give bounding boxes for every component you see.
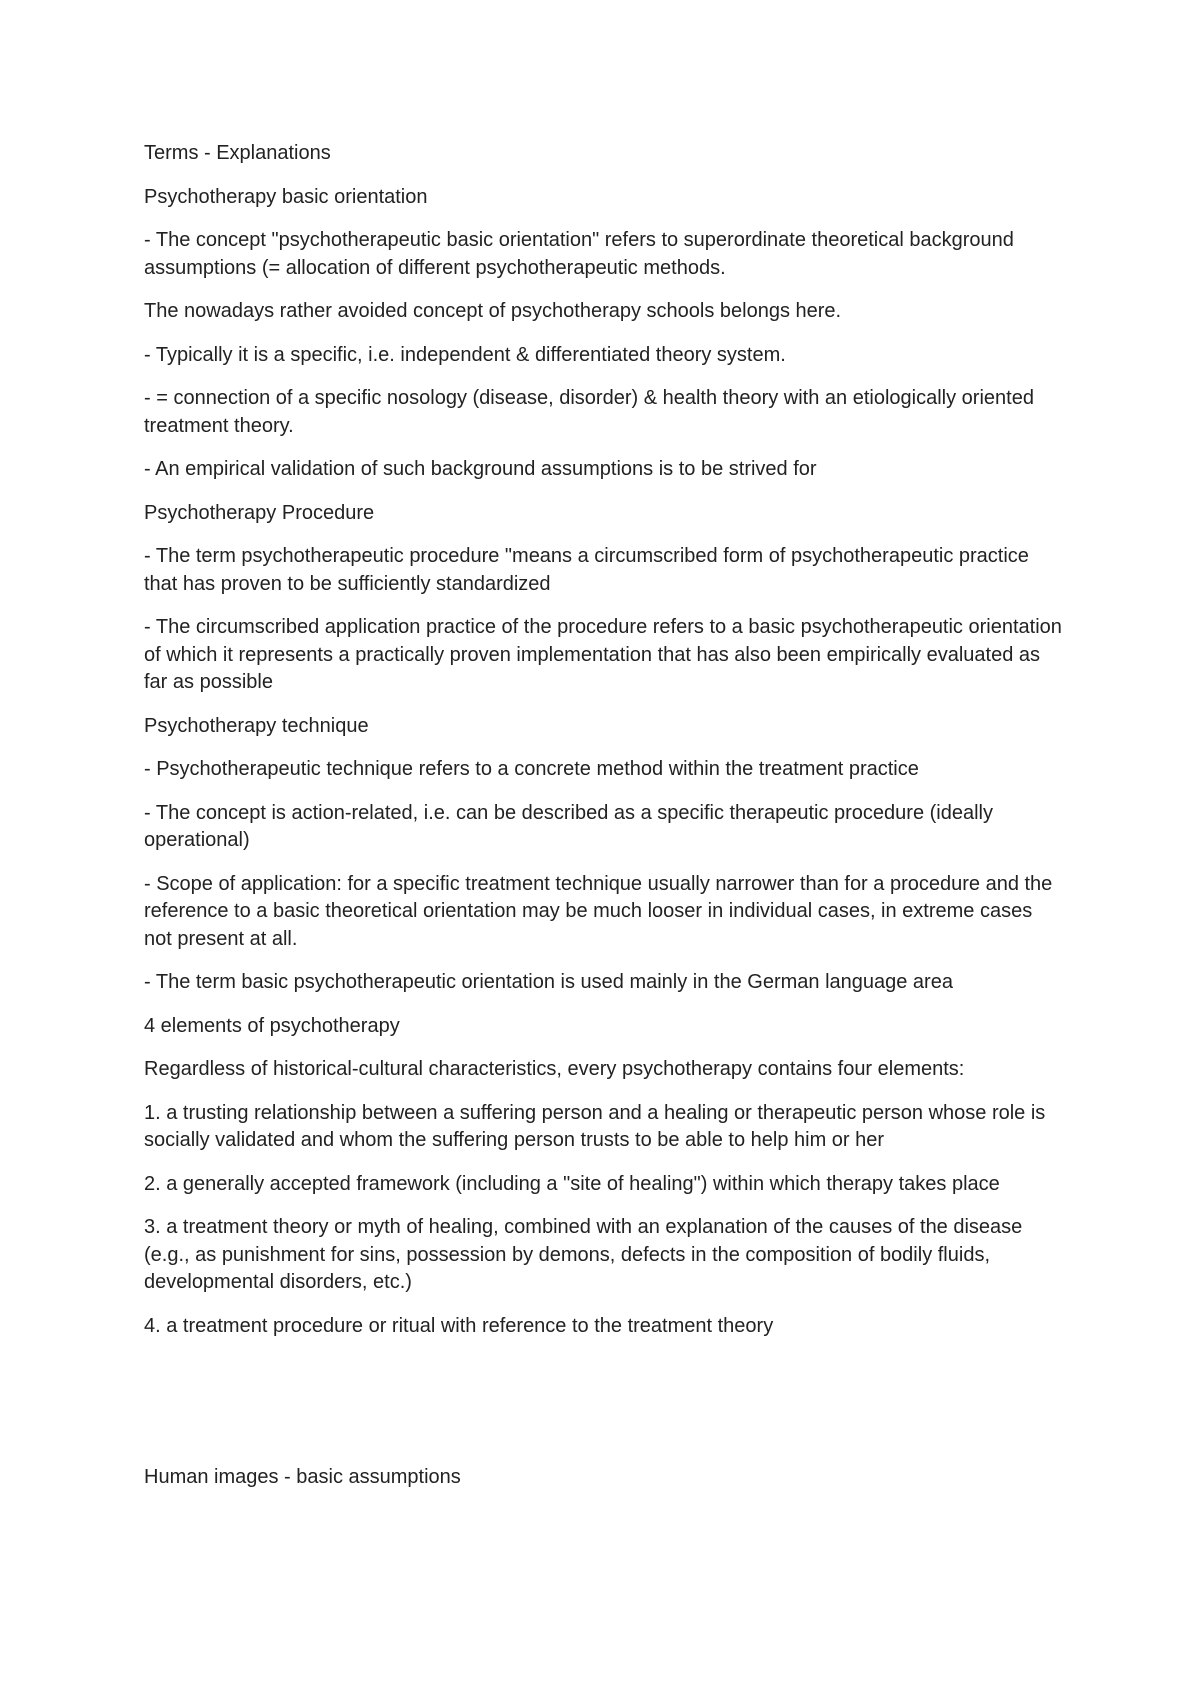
paragraph: - The concept "psychotherapeutic basic orientation" refers to superordinate theoretical background assumptions (= allocation of different psychotherapeutic methods. bbox=[144, 229, 1014, 279]
section-heading-procedure: Psychotherapy Procedure bbox=[144, 501, 375, 524]
paragraph: - Typically it is a specific, i.e. independent & differentiated theory system. bbox=[144, 343, 786, 366]
paragraph: - An empirical validation of such background assumptions is to be strived for bbox=[144, 458, 817, 480]
list-item: 1. a trusting relationship between a suffering person and a healing or therapeutic person whose role is socially validated and whom the suffering person trusts to be able to help him or her bbox=[144, 1101, 1046, 1151]
section-heading-technique: Psychotherapy technique bbox=[144, 714, 369, 737]
paragraph: - The term basic psychotherapeutic orientation is used mainly in the German language area bbox=[144, 971, 953, 993]
section-heading-four-elements: 4 elements of psychotherapy bbox=[144, 1014, 400, 1037]
list-item: 3. a treatment theory or myth of healing, combined with an explanation of the causes of the disease (e.g., as punishment for sins, possession by demons, defects in the composition of bodily fluids, developmental disorders, etc.) bbox=[144, 1216, 1023, 1293]
document-body bbox=[144, 140, 1064, 1508]
list-item: 4. a treatment procedure or ritual with reference to the treatment theory bbox=[144, 1314, 774, 1337]
paragraph: - The term psychotherapeutic procedure "means a circumscribed form of psychotherapeutic practice that has proven to be sufficiently standardized bbox=[144, 545, 1029, 595]
paragraph: The nowadays rather avoided concept of psychotherapy schools belongs here. bbox=[144, 300, 842, 322]
section-heading-human-images: Human images - basic assumptions bbox=[144, 1466, 461, 1488]
paragraph: - = connection of a specific nosology (disease, disorder) & health theory with an etiologically oriented treatment theory. bbox=[144, 387, 1034, 437]
list-item: 2. a generally accepted framework (including a "site of healing") within which therapy takes place bbox=[144, 1172, 1000, 1195]
section-heading-basic-orientation: Psychotherapy basic orientation bbox=[144, 185, 428, 208]
paragraph: - Scope of application: for a specific treatment technique usually narrower than for a procedure and the reference to a basic theoretical orientation may be much looser in individual cases, in extreme cases not present at all. bbox=[144, 872, 1053, 950]
paragraph: - Psychotherapeutic technique refers to a concrete method within the treatment practice bbox=[144, 758, 919, 780]
paragraph: - The circumscribed application practice of the procedure refers to a basic psychotherapeutic orientation of which it represents a practically proven implementation that has also been empirically evaluated as far as possible bbox=[144, 616, 1062, 693]
paragraph: Regardless of historical-cultural characteristics, every psychotherapy contains four elements: bbox=[144, 1058, 965, 1080]
document-title: Terms - Explanations bbox=[144, 142, 331, 164]
paragraph: - The concept is action-related, i.e. can be described as a specific therapeutic procedure (ideally operational) bbox=[144, 801, 993, 851]
